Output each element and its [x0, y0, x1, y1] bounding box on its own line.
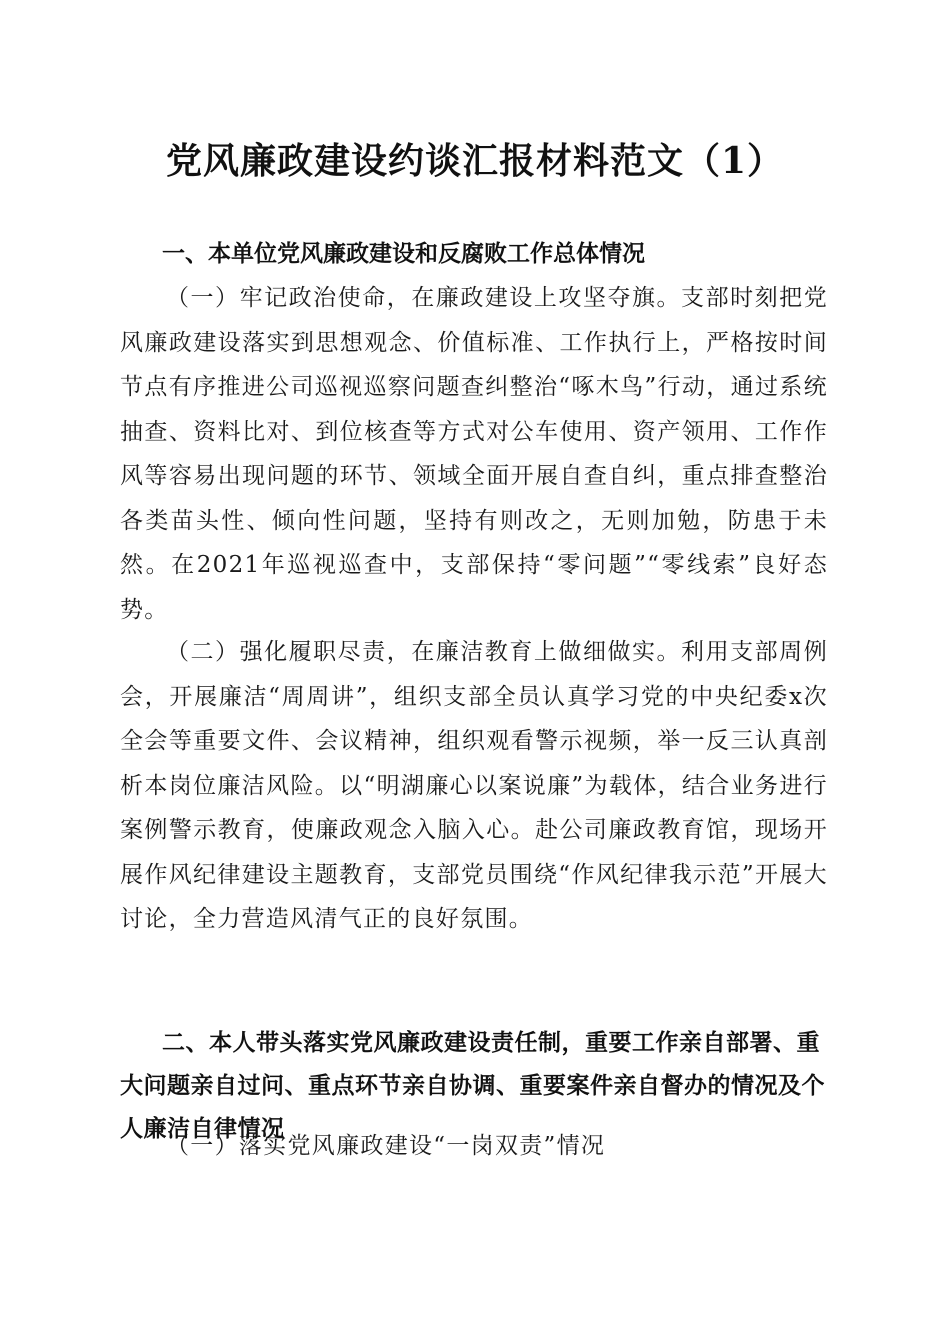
paragraph-3: （一）落实党风廉政建设“一岗双责”情况	[166, 1133, 606, 1159]
section-heading-2: 二、本人带头落实党风廉政建设责任制，重要工作亲自部署、重大问题亲自过问、重点环节亲自协调、重要案件亲自督办的情况及个人廉洁自律情况	[120, 1030, 825, 1142]
paragraph-2: （二）强化履职尽责，在廉洁教育上做细做实。利用支部周例会，开展廉洁“周周讲”，组织支部全员认真学习党的中央纪委x次全会等重要文件、会议精神，组织观看警示视频，举一反三认真剖析本岗位廉洁风险。以“明湖廉心以案说廉”为载体，结合业务进行案例警示教育，使廉政观念入脑入心。赴公司廉政教育馆，现场开展作风纪律建设主题教育，支部党员围绕“作风纪律我示范”开展大讨论，全力营造风清气正的良好氛围。	[120, 639, 828, 932]
paragraph-1: （一）牢记政治使命，在廉政建设上攻坚夺旗。支部时刻把党风廉政建设落实到思想观念、价值标准、工作执行上，严格按时间节点有序推进公司巡视巡察问题查纠整治“啄木鸟”行动，通过系统抽查、资料比对、到位核查等方式对公车使用、资产领用、工作作风等容易出现问题的环节、领域全面开展自查自纠，重点排查整治各类苗头性、倾向性问题，坚持有则改之，无则加勉，防患于未然。在2021年巡视巡查中，支部保持“零问题”“零线索”良好态势。	[120, 285, 828, 623]
document-title: 党风廉政建设约谈汇报材料范文（1）	[165, 140, 785, 182]
section-heading-1: 一、本单位党风廉政建设和反腐败工作总体情况	[162, 241, 645, 267]
